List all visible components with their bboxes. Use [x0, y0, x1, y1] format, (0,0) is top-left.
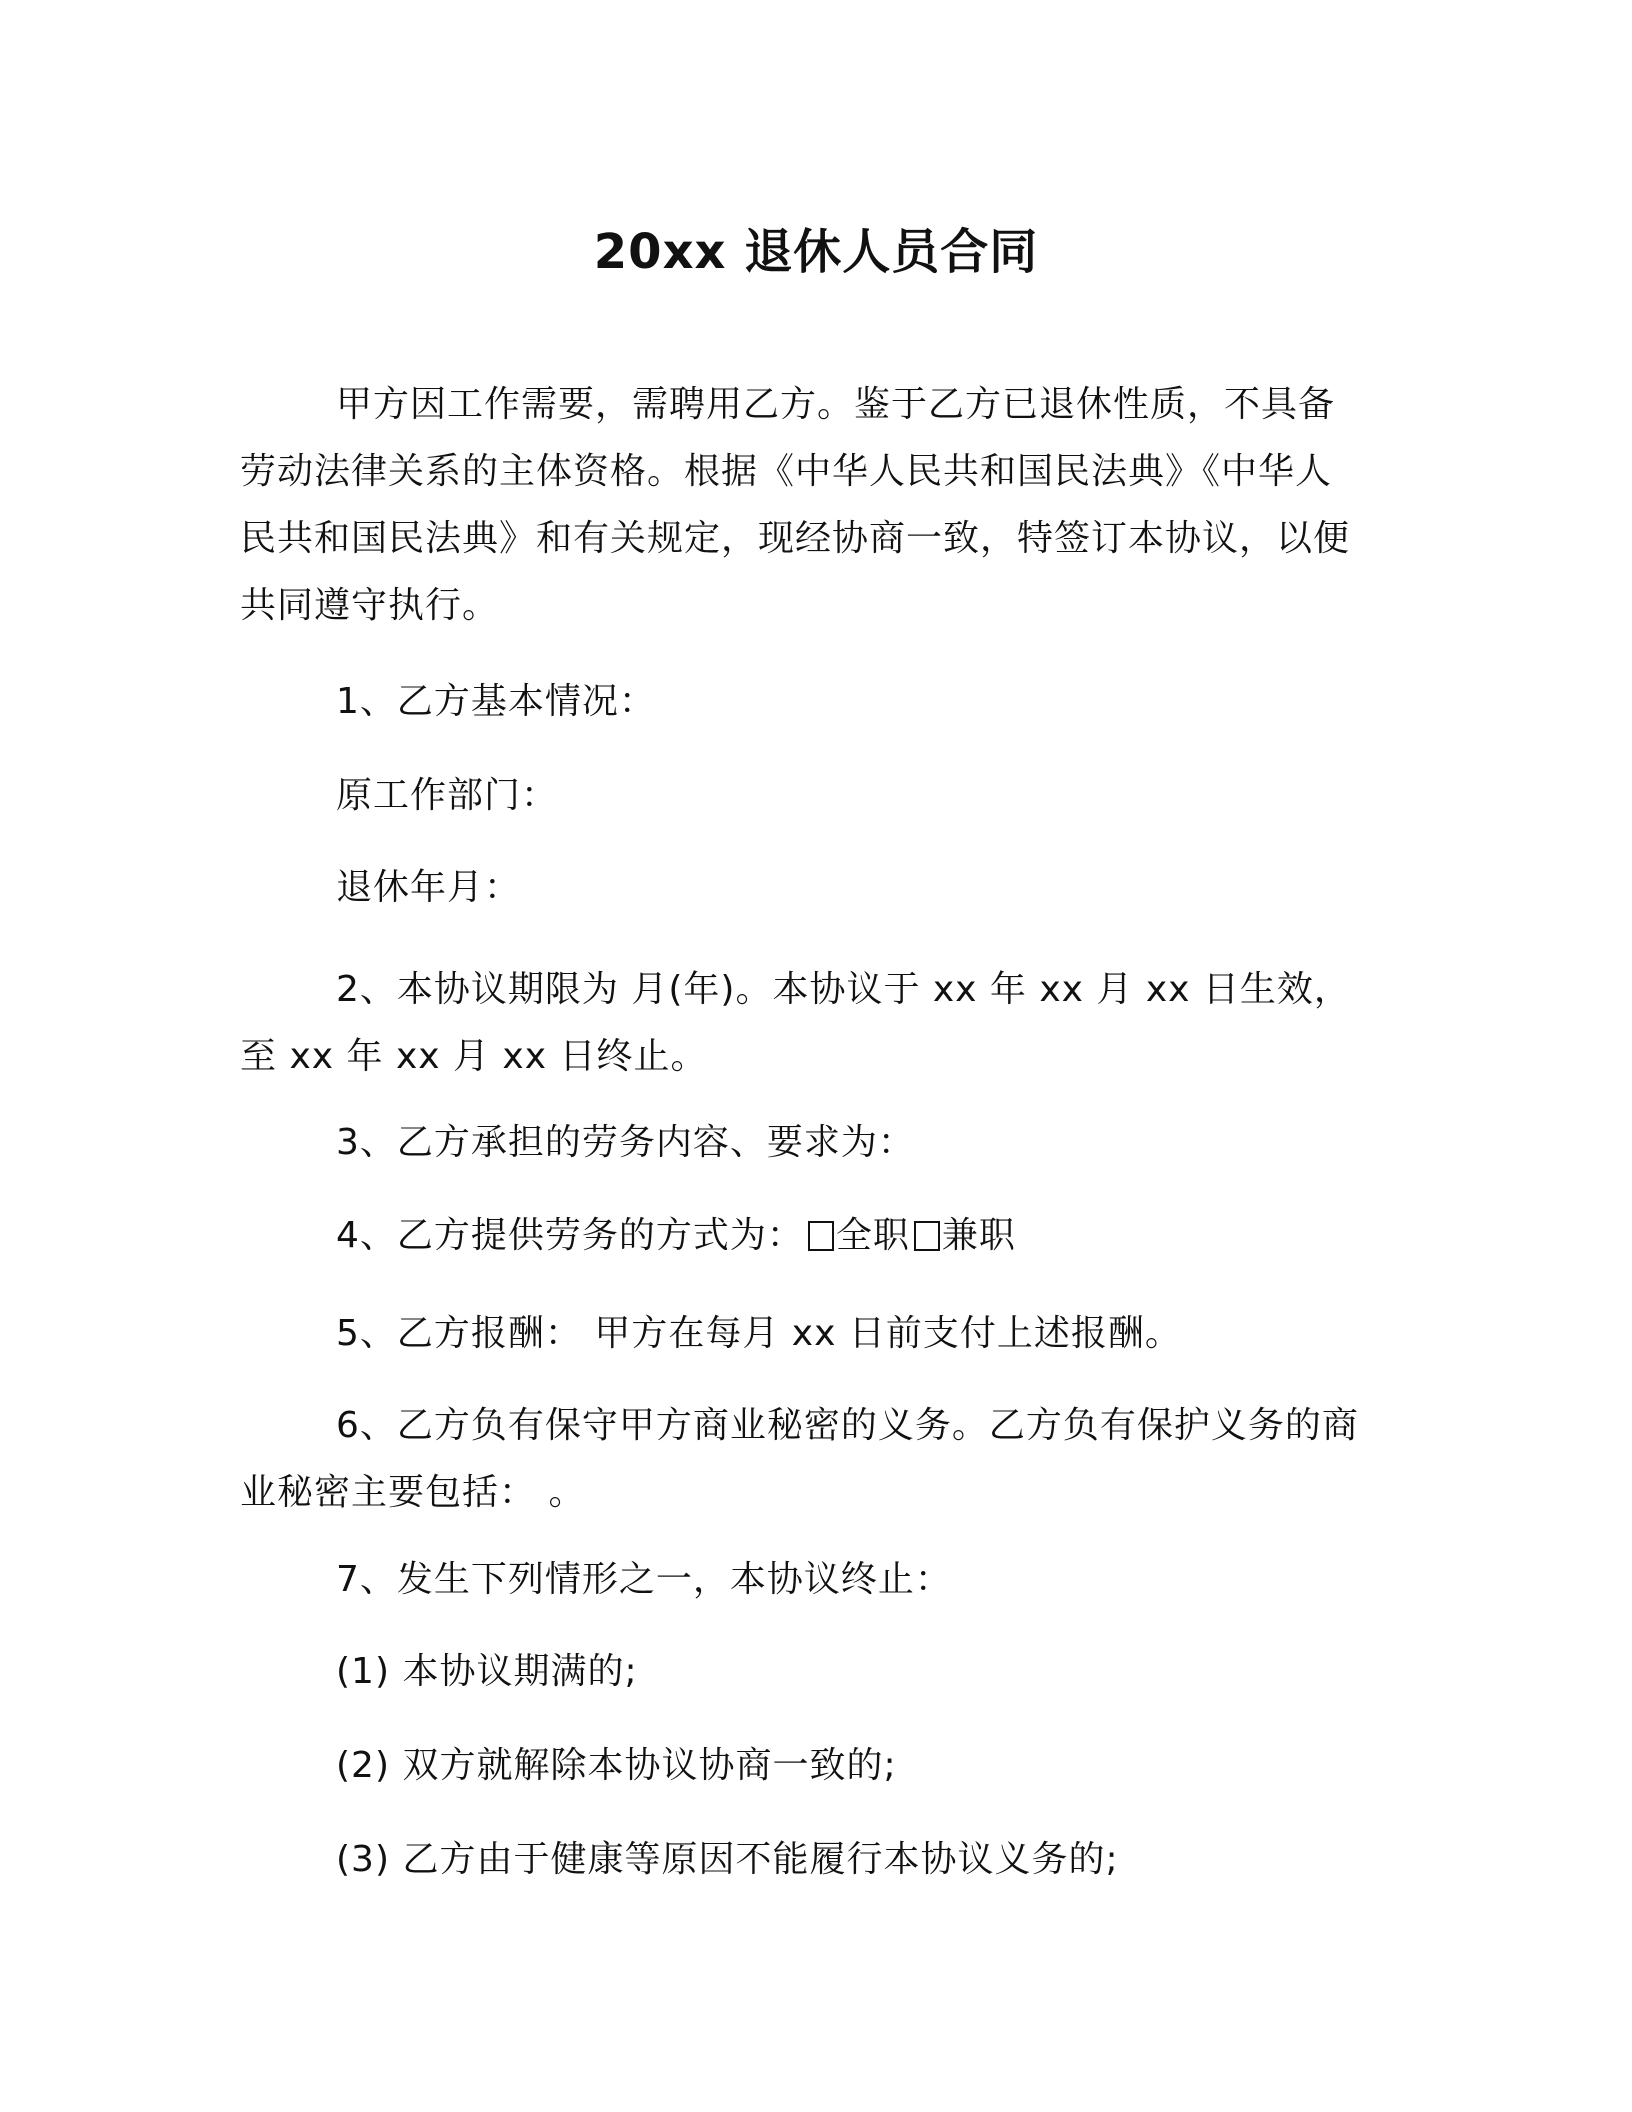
intro-paragraph: 甲方因工作需要，需聘用乙方。鉴于乙方已退休性质，不具备劳动法律关系的主体资格。根据《中华人民共和国民法典》《中华人民共和国民法典》和有关规定，现经协商一致，特签订本协议，以便共同遵守执行。 — [240, 384, 1351, 626]
termination-item-1: (1) 本协议期满的; — [336, 1651, 638, 1692]
clause-6: 6、乙方负有保守甲方商业秘密的义务。乙方负有保护义务的商业秘密主要包括： 。 — [240, 1405, 1359, 1513]
clause-7: 7、发生下列情形之一，本协议终止： — [336, 1559, 952, 1600]
clause-4-prefix: 4、乙方提供劳务的方式为： — [336, 1215, 804, 1256]
clause-5: 5、乙方报酬： 甲方在每月 xx 日前支付上述报酬。 — [336, 1313, 1182, 1354]
clause-3: 3、乙方承担的劳务内容、要求为： — [336, 1122, 915, 1163]
clause-1: 1、乙方基本情况： — [336, 681, 656, 722]
termination-item-3: (3) 乙方由于健康等原因不能履行本协议义务的; — [336, 1839, 1119, 1880]
clause-4 — [336, 1212, 1016, 1260]
parttime-checkbox[interactable] — [914, 1221, 940, 1251]
termination-item-2: (2) 双方就解除本协议协商一致的; — [336, 1745, 897, 1786]
fulltime-checkbox[interactable] — [808, 1221, 834, 1251]
document-title: 20xx 退休人员合同 — [593, 224, 1039, 280]
field-retirement-date: 退休年月： — [336, 867, 522, 908]
clause-2: 2、本协议期限为 月(年)。本协议于 xx 年 xx 月 xx 日生效，至 xx 年 xx 月 xx 日终止。 — [240, 969, 1351, 1077]
fulltime-label: 全职 — [835, 1215, 910, 1256]
field-original-department: 原工作部门： — [336, 775, 559, 816]
parttime-label: 兼职 — [941, 1215, 1016, 1256]
